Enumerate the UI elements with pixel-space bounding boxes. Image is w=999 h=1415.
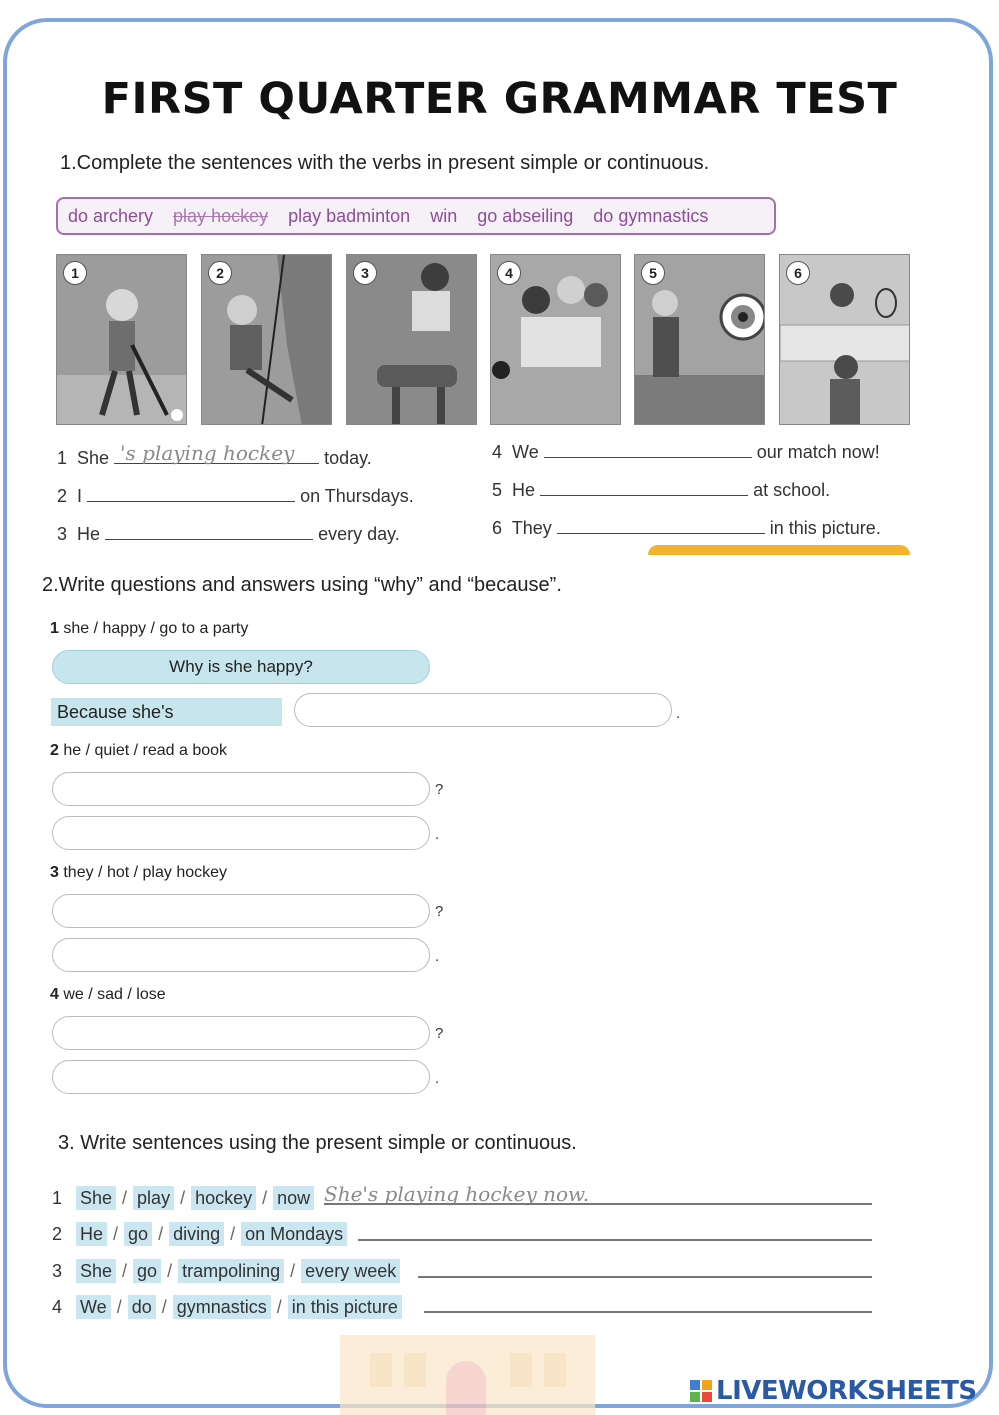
question-mark: ? bbox=[435, 1025, 444, 1042]
decorative-bar bbox=[648, 545, 910, 555]
picture-number: 2 bbox=[208, 261, 232, 285]
because-label: Because she's bbox=[51, 698, 282, 726]
word-bank bbox=[56, 197, 776, 235]
answer-line-3[interactable] bbox=[418, 1276, 872, 1278]
liveworksheets-logo-icon bbox=[690, 1380, 712, 1402]
example-answer-1: 's playing hockey bbox=[120, 441, 295, 465]
period-mark: . bbox=[435, 826, 440, 843]
word-go-abseiling: go abseiling bbox=[477, 205, 574, 226]
picture-celebrating bbox=[490, 254, 621, 425]
picture-archery bbox=[634, 254, 765, 425]
section2-instruction: 2.Write questions and answers using “why” and “because”. bbox=[42, 574, 562, 596]
word-play-badminton: play badminton bbox=[288, 205, 411, 226]
sentence-3: 3 He every day. bbox=[57, 524, 400, 544]
answer-blank-5[interactable] bbox=[540, 494, 748, 496]
picture-hockey bbox=[56, 254, 187, 425]
answer-line-1[interactable] bbox=[324, 1203, 872, 1205]
period-mark: . bbox=[435, 1070, 440, 1087]
picture-number: 3 bbox=[353, 261, 377, 285]
answer-blank-3[interactable] bbox=[105, 538, 313, 540]
word-do-gymnastics: do gymnastics bbox=[593, 205, 709, 226]
answer-1-input[interactable] bbox=[294, 693, 672, 727]
liveworksheets-logo bbox=[690, 1376, 977, 1406]
answer-line-4[interactable] bbox=[424, 1311, 872, 1313]
picture-badminton bbox=[779, 254, 910, 425]
picture-abseiling bbox=[201, 254, 332, 425]
period-mark: . bbox=[435, 948, 440, 965]
sentence-1: 1 She today. bbox=[57, 448, 372, 468]
section1-instruction: 1.Complete the sentences with the verbs in present simple or continuous. bbox=[60, 152, 710, 174]
prompt-4: 4 we / sad / lose bbox=[50, 986, 166, 1003]
word-win: win bbox=[430, 205, 458, 226]
question-2-input[interactable] bbox=[52, 772, 430, 806]
answer-blank-2[interactable] bbox=[87, 500, 295, 502]
question-4-input[interactable] bbox=[52, 1016, 430, 1050]
picture-number: 4 bbox=[497, 261, 521, 285]
picture-gymnastics bbox=[346, 254, 477, 425]
sentence-row-4: 4 We / do / gymnastics / in this picture bbox=[52, 1295, 402, 1319]
sentence-row-2: 2 He / go / diving / on Mondays bbox=[52, 1222, 347, 1246]
answer-4-input[interactable] bbox=[52, 1060, 430, 1094]
faded-building-image bbox=[340, 1335, 595, 1415]
sentence-4: 4 We our match now! bbox=[492, 442, 880, 462]
word-do-archery: do archery bbox=[68, 205, 154, 226]
section3-instruction: 3. Write sentences using the present simple or continuous. bbox=[58, 1132, 577, 1154]
page-title: FIRST QUARTER GRAMMAR TEST bbox=[101, 74, 898, 124]
sentence-5: 5 He at school. bbox=[492, 480, 831, 500]
sentence-row-3: 3 She / go / trampolining / every week bbox=[52, 1259, 400, 1283]
prompt-1: 1 she / happy / go to a party bbox=[50, 620, 249, 637]
sentence-2: 2 I on Thursdays. bbox=[57, 486, 414, 506]
question-mark: ? bbox=[435, 903, 444, 920]
question-mark: ? bbox=[435, 781, 444, 798]
logo-text: LIVEWORKSHEETS bbox=[716, 1376, 977, 1406]
example-answer-row-1: She's playing hockey now. bbox=[324, 1182, 590, 1206]
picture-number: 5 bbox=[641, 261, 665, 285]
answer-blank-4[interactable] bbox=[544, 456, 752, 458]
answer-line-2[interactable] bbox=[358, 1239, 872, 1241]
question-3-input[interactable] bbox=[52, 894, 430, 928]
sentence-6: 6 They in this picture. bbox=[492, 518, 881, 538]
question-1-example: Why is she happy? bbox=[52, 650, 430, 684]
sentence-row-1: 1 She / play / hockey / now bbox=[52, 1186, 314, 1210]
picture-number: 6 bbox=[786, 261, 810, 285]
answer-3-input[interactable] bbox=[52, 938, 430, 972]
prompt-2: 2 he / quiet / read a book bbox=[50, 742, 228, 759]
period-mark: . bbox=[676, 705, 681, 722]
prompt-3: 3 they / hot / play hockey bbox=[50, 864, 228, 881]
picture-number: 1 bbox=[63, 261, 87, 285]
answer-blank-6[interactable] bbox=[557, 532, 765, 534]
word-play-hockey: play hockey bbox=[173, 205, 269, 226]
answer-2-input[interactable] bbox=[52, 816, 430, 850]
